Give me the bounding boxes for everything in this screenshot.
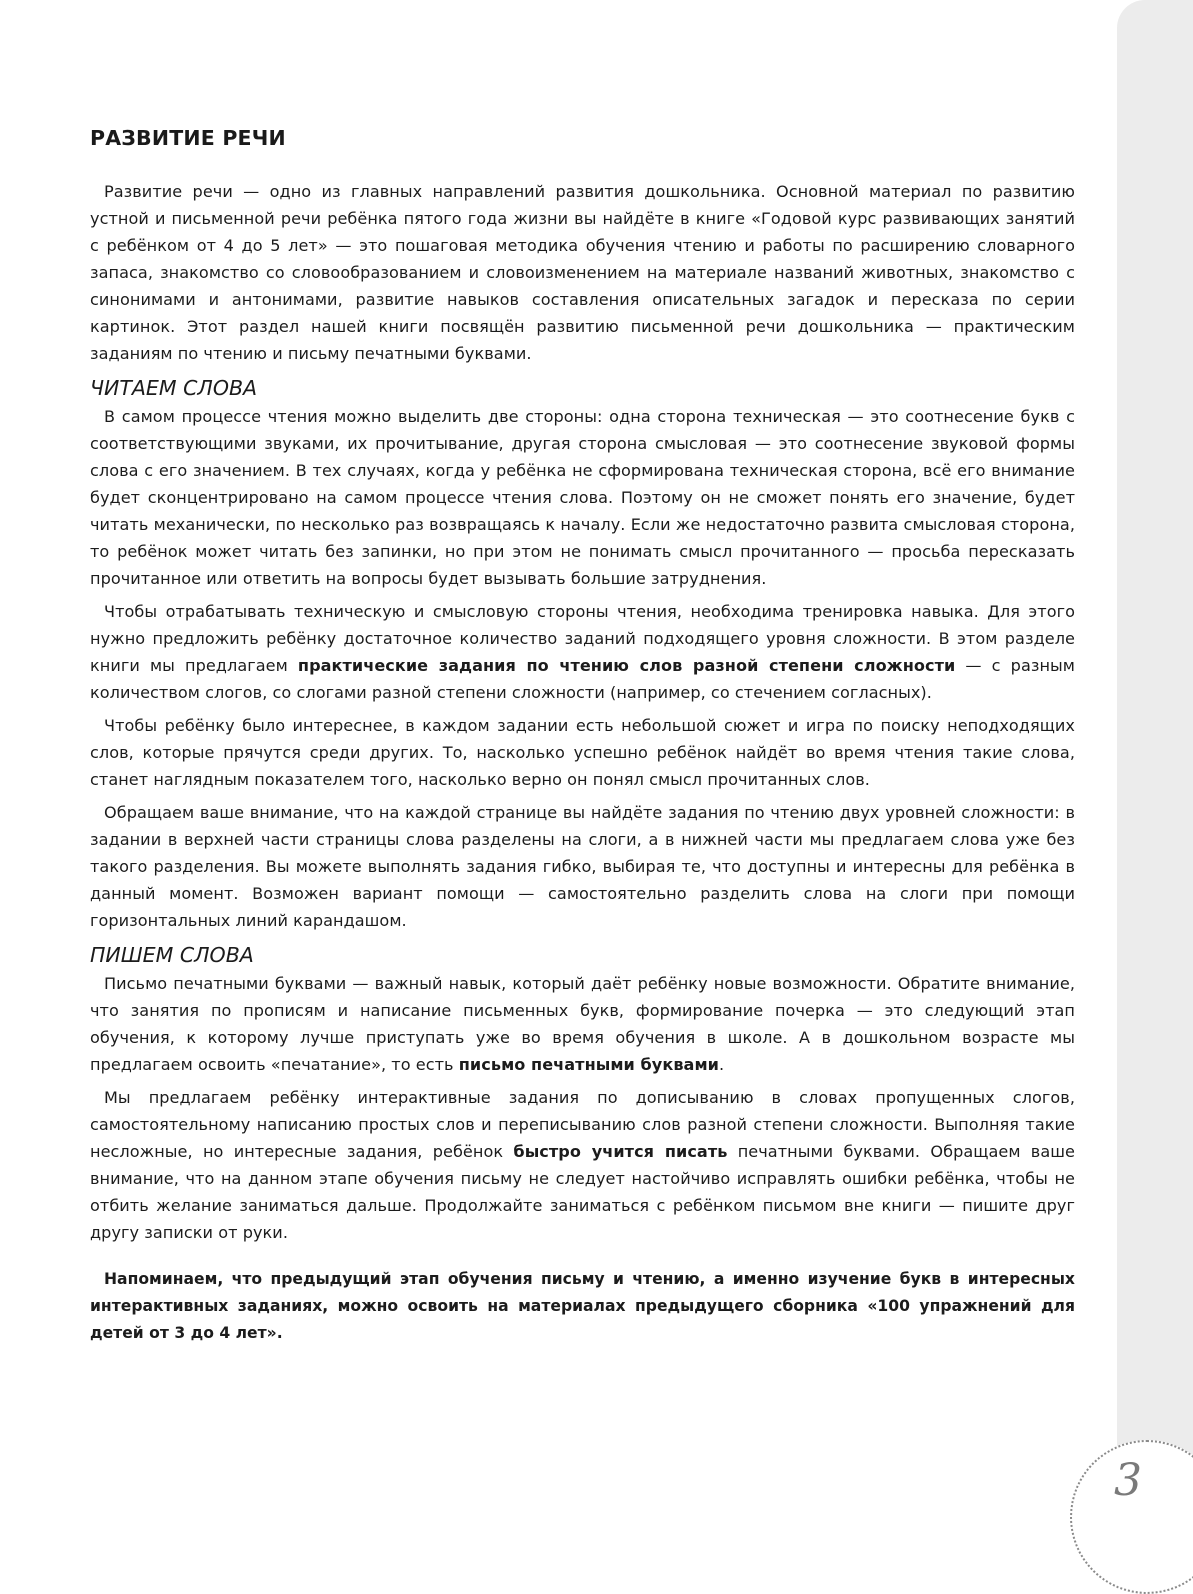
reading-p2-bold: практические задания по чтению слов разной степени сложности	[297, 656, 956, 675]
reading-paragraph-2	[90, 598, 1075, 706]
page-number: 3	[1114, 1455, 1142, 1506]
writing-p1-text-start: Письмо печатными буквами — важный навык, который даёт ребёнку новые возможности. Обратите внимание, что занятия по прописям и написание письменных букв, формирование почерка — это следующий этап обучения, к которому лучше приступать уже во время обучения в школе. А в дошкольном возрасте мы предлагаем освоить «печатание», то есть	[90, 974, 1075, 1074]
reading-p2-text-start: Чтобы отрабатывать техническую и смысловую стороны чтения, необходима тренировка навыка. Для этого нужно предложить ребёнку достаточное количество заданий подходящего уровня сложности. В этом разделе книги мы предлагаем	[90, 602, 1075, 675]
reading-paragraph-3: Чтобы ребёнку было интереснее, в каждом задании есть небольшой сюжет и игра по поиску неподходящих слов, которые прячутся среди других. То, насколько успешно ребёнок найдёт во время чтения такие слова, станет наглядным показателем того, насколько верно он понял смысл прочитанных слов.	[90, 716, 1075, 789]
writing-paragraph-2	[90, 1084, 1075, 1246]
section-title-reading: ЧИТАЕМ СЛОВА	[90, 376, 258, 400]
writing-paragraph-1	[90, 970, 1075, 1078]
reading-p2-text-end: — с разным количеством слогов, со слогами разной степени сложности (например, со стечением согласных).	[90, 656, 1075, 702]
page-edge-band	[1117, 0, 1193, 1565]
reading-paragraph-1: В самом процессе чтения можно выделить две стороны: одна сторона техническая — это соотнесение букв с соответствующими звуками, их прочитывание, другая сторона смысловая — это соотнесение звуковой формы слова с его значением. В тех случаях, когда у ребёнка не сформирована техническая сторона, всё его внимание будет сконцентрировано на самом процессе чтения слова. Поэтому он не сможет понять его значение, будет читать механически, по несколько раз возвращаясь к началу. Если же недостаточно развита смысловая сторона, то ребёнок может читать без запинки, но при этом не понимать смысл прочитанного — просьба пересказать прочитанное или ответить на вопросы будет вызывать большие затруднения.	[90, 407, 1075, 588]
writing-p1-text-end: .	[719, 1055, 725, 1074]
reminder-note: Напоминаем, что предыдущий этап обучения письму и чтению, а именно изучение букв в интересных интерактивных заданиях, можно освоить на материалах предыдущего сборника «100 упражнений для детей от 3 до 4 лет».	[90, 1270, 1075, 1342]
writing-p2-text-start: Мы предлагаем ребёнку интерактивные задания по дописыванию в словах пропущенных слогов, самостоятельному написанию простых слов и переписыванию слов разной степени сложности. Выполняя такие несложные, но интересные задания, ребёнок	[90, 1088, 1075, 1161]
writing-p2-text-end: печатными буквами. Обращаем ваше внимание, что на данном этапе обучения письму не следует настойчиво исправлять ошибки ребёнка, чтобы не отбить желание заниматься дальше. Продолжайте заниматься с ребёнком письмом вне книги — пишите друг другу записки от руки.	[90, 1142, 1075, 1242]
intro-paragraph: Развитие речи — одно из главных направлений развития дошкольника. Основной материал по развитию устной и письменной речи ребёнка пятого года жизни вы найдёте в книге «Годовой курс развивающих занятий с ребёнком от 4 до 5 лет» — это пошаговая методика обучения чтению и работы по расширению словарного запаса, знакомство со словообразованием и словоизменением на материале названий животных, знакомство с синонимами и антонимами, развитие навыков составления описательных загадок и пересказа по серии картинок. Этот раздел нашей книги посвящён развитию письменной речи дошкольника — практическим заданиям по чтению и письму печатными буквами.	[90, 182, 1075, 363]
writing-p1-bold: письмо печатными буквами	[458, 1055, 719, 1074]
page-title: РАЗВИТИЕ РЕЧИ	[90, 126, 286, 150]
reading-paragraph-4: Обращаем ваше внимание, что на каждой странице вы найдёте задания по чтению двух уровней сложности: в задании в верхней части страницы слова разделены на слоги, а в нижней части мы предлагаем слова уже без такого разделения. Вы можете выполнять задания гибко, выбирая те, что доступны и интересны для ребёнка в данный момент. Возможен вариант помощи — самостоятельно разделить слова на слоги при помощи горизонтальных линий карандашом.	[90, 803, 1075, 930]
page-content	[90, 122, 1075, 1347]
writing-p2-bold: быстро учится писать	[513, 1142, 728, 1161]
section-title-writing: ПИШЕМ СЛОВА	[90, 943, 254, 967]
